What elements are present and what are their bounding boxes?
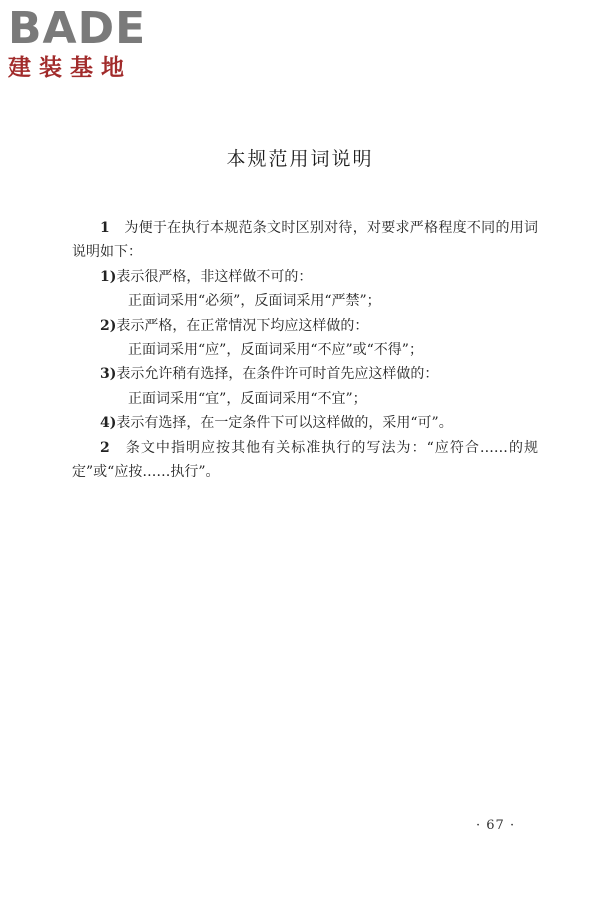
item-number: 4) — [100, 415, 117, 432]
item-number: 1) — [100, 268, 117, 285]
item-text: 表示有选择，在一定条件下可以这样做的，采用“可”。 — [116, 415, 453, 432]
item-detail: 正面词采用“宜”，反面词采用“不宜”； — [128, 390, 367, 407]
paragraph-1 — [72, 216, 538, 265]
page-title: 本规范用词说明 — [226, 148, 374, 170]
logo-chinese-text: 建装基地 — [8, 55, 132, 81]
list-item — [72, 362, 538, 386]
paragraph-text: 为便于在执行本规范条文时区别对待，对要求严格程度不同的用词说明如下： — [72, 220, 539, 261]
logo-latin-text: BADE — [8, 3, 147, 54]
item-number: 2) — [100, 317, 117, 334]
list-item — [72, 411, 538, 435]
list-item — [72, 265, 538, 289]
item-text: 表示很严格，非这样做不可的： — [116, 268, 313, 285]
page-number: · 67 · — [476, 818, 516, 833]
paragraph-text: 条文中指明应按其他有关标准执行的写法为：“应符合……的规定”或“应按……执行”。 — [72, 439, 538, 481]
paragraph-number: 1 — [100, 220, 110, 236]
document-body — [72, 216, 538, 484]
item-text: 表示允许稍有选择，在条件许可时首先应这样做的： — [116, 366, 439, 383]
paragraph-2 — [72, 436, 538, 485]
item-text: 表示严格，在正常情况下均应这样做的： — [116, 317, 369, 334]
item-detail: 正面词采用“应”，反面词采用“不应”或“不得”； — [128, 342, 423, 359]
bade-logo — [8, 3, 178, 86]
item-number: 3) — [100, 366, 117, 383]
list-item — [72, 314, 538, 338]
item-detail: 正面词采用“必须”，反面词采用“严禁”； — [128, 293, 381, 310]
paragraph-number: 2 — [100, 439, 110, 456]
